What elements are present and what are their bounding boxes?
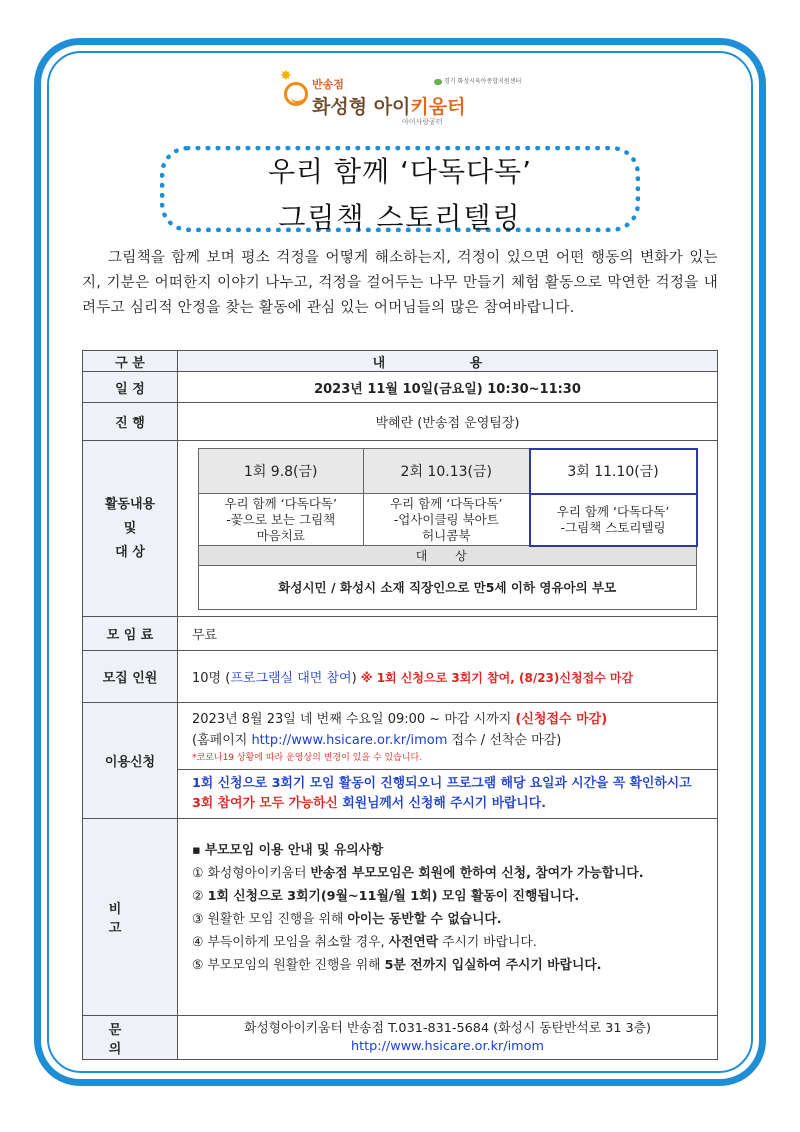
logo-name: 화성형 아이키움터 xyxy=(312,96,466,118)
header-col2: 내 용 xyxy=(178,351,718,372)
schedule-label: 일 정 xyxy=(83,372,178,403)
star-icon: ✸ xyxy=(280,68,292,84)
contact-line1: 화성형아이키움터 반송점 T.031-831-5684 (화성시 동탄반석로 31 3층) xyxy=(243,1020,652,1036)
remarks-item: ① 화성형아이키움터 반송점 부모모임은 회원에 한하여 신청, 참여가 가능합니다. xyxy=(192,866,644,881)
info-table xyxy=(82,350,718,1060)
remarks-item: ③ 원활한 모임 진행을 위해 아이는 동반할 수 없습니다. xyxy=(192,912,502,927)
row-host xyxy=(83,403,718,441)
activity-label: 활동내용 및 대 상 xyxy=(83,441,178,617)
session-3-head: 3회 11.10(금) xyxy=(530,449,697,494)
table-header xyxy=(83,351,718,372)
schedule-value: 2023년 11월 10일(금요일) 10:30~11:30 xyxy=(178,372,718,403)
host-value: 박혜란 (반송점 운영팀장) xyxy=(178,403,718,441)
covid-note: *코로나19 상황에 따라 운영상의 변경이 있을 수 있습니다. xyxy=(192,753,423,763)
contact-label: 문 의 xyxy=(83,1016,178,1060)
org-icon xyxy=(434,79,442,85)
title-line1: 우리 함께 ‘다독다독’ xyxy=(268,155,532,188)
session-head-row xyxy=(198,449,697,494)
row-capacity xyxy=(83,651,718,703)
remarks-item: ④ 부득이하게 모임을 취소할 경우, 사전연락 주시기 바랍니다. xyxy=(192,935,537,950)
intro-paragraph: 그림책을 함께 보며 평소 걱정을 어떻게 해소하는지, 걱정이 있으면 어떤 행동의 변화가 있는지, 기분은 어떠한지 이야기 나누고, 걱정을 걸어두는 나무 만들기 체험 활동으로 막연한 걱정을 내려두고 심리적 안정을 찾는 활동에 관심 있는 어머님들의 많은 참여바랍니다. xyxy=(82,250,718,316)
row-fee xyxy=(83,617,718,651)
apply-line2: (홈페이지 http://www.hsicare.or.kr/imom 접수 / 선착순 마감) xyxy=(192,733,562,748)
session-2-head: 2회 10.13(금) xyxy=(363,449,529,494)
remarks-item: ⑤ 부모모임의 원활한 진행을 위해 5분 전까지 입실하여 주시기 바랍니다. xyxy=(192,958,602,973)
remarks-heading: ▪ 부모모임 이용 안내 및 유의사항 xyxy=(192,843,384,858)
square-bullet-icon: ▪ xyxy=(192,843,201,858)
row-remarks xyxy=(83,819,718,1016)
contact-content xyxy=(178,1016,718,1060)
session-3-desc: 우리 함께 ‘다독다독’ -그림책 스토리텔링 xyxy=(530,494,697,546)
session-1-head: 1회 9.8(금) xyxy=(198,449,363,494)
row-contact xyxy=(83,1016,718,1060)
logo xyxy=(280,68,524,132)
apply-notice: 1회 신청으로 3회기 모임 활동이 진행되오니 프로그램 해당 요일과 시간을 꼭 확인하시고 3회 참여가 모두 가능하신 회원님께서 신청해 주시기 바랍니다. xyxy=(178,769,717,818)
fee-value: 무료 xyxy=(178,617,718,651)
activity-content xyxy=(178,441,718,617)
logo-sub: 아이사랑공터 xyxy=(402,118,443,126)
logo-org: 경기 화성시육아종합지원센터 xyxy=(434,76,521,85)
logo-branch: 반송점 xyxy=(312,78,344,91)
session-body-row xyxy=(198,494,697,546)
target-label: 대 상 xyxy=(198,546,697,566)
session-table xyxy=(198,448,698,610)
title-line2: 그림책 스토리텔링 xyxy=(278,201,522,234)
remarks-item: ② 1회 신청으로 3회기(9월~11월/월 1회) 모임 활동이 진행됩니다. xyxy=(192,889,580,904)
smile-icon xyxy=(284,82,308,106)
target-value: 화성시민 / 화성시 소재 직장인으로 만5세 이하 영유아의 부모 xyxy=(198,565,697,609)
session-1-desc: 우리 함께 ‘다독다독’ -꽃으로 보는 그림책 마음치료 xyxy=(198,494,363,546)
host-label: 진 행 xyxy=(83,403,178,441)
target-label-row xyxy=(198,546,697,566)
session-2-desc: 우리 함께 ‘다독다독’ -업사이클링 북아트 허니콤북 xyxy=(363,494,529,546)
apply-content xyxy=(178,703,718,819)
apply-line1: 2023년 8월 23일 네 번째 수요일 09:00 ~ 마감 시까지 (신청접수 마감) xyxy=(192,712,608,727)
remarks-content xyxy=(178,819,718,1016)
contact-url-link[interactable]: http://www.hsicare.or.kr/imom xyxy=(351,1038,544,1054)
apply-url-link[interactable]: http://www.hsicare.or.kr/imom xyxy=(251,733,448,748)
capacity-label: 모집 인원 xyxy=(83,651,178,703)
header-col1: 구 분 xyxy=(83,351,178,372)
apply-details xyxy=(178,703,717,769)
target-row xyxy=(198,565,697,609)
remarks-label: 비 고 xyxy=(83,819,178,1016)
row-apply xyxy=(83,703,718,819)
row-schedule xyxy=(83,372,718,403)
fee-label: 모 임 료 xyxy=(83,617,178,651)
row-activity xyxy=(83,441,718,617)
capacity-value: 10명 (프로그램실 대면 참여) ※ 1회 신청으로 3회기 참여, (8/23)신청접수 마감 xyxy=(178,651,718,703)
apply-label: 이용신청 xyxy=(83,703,178,819)
